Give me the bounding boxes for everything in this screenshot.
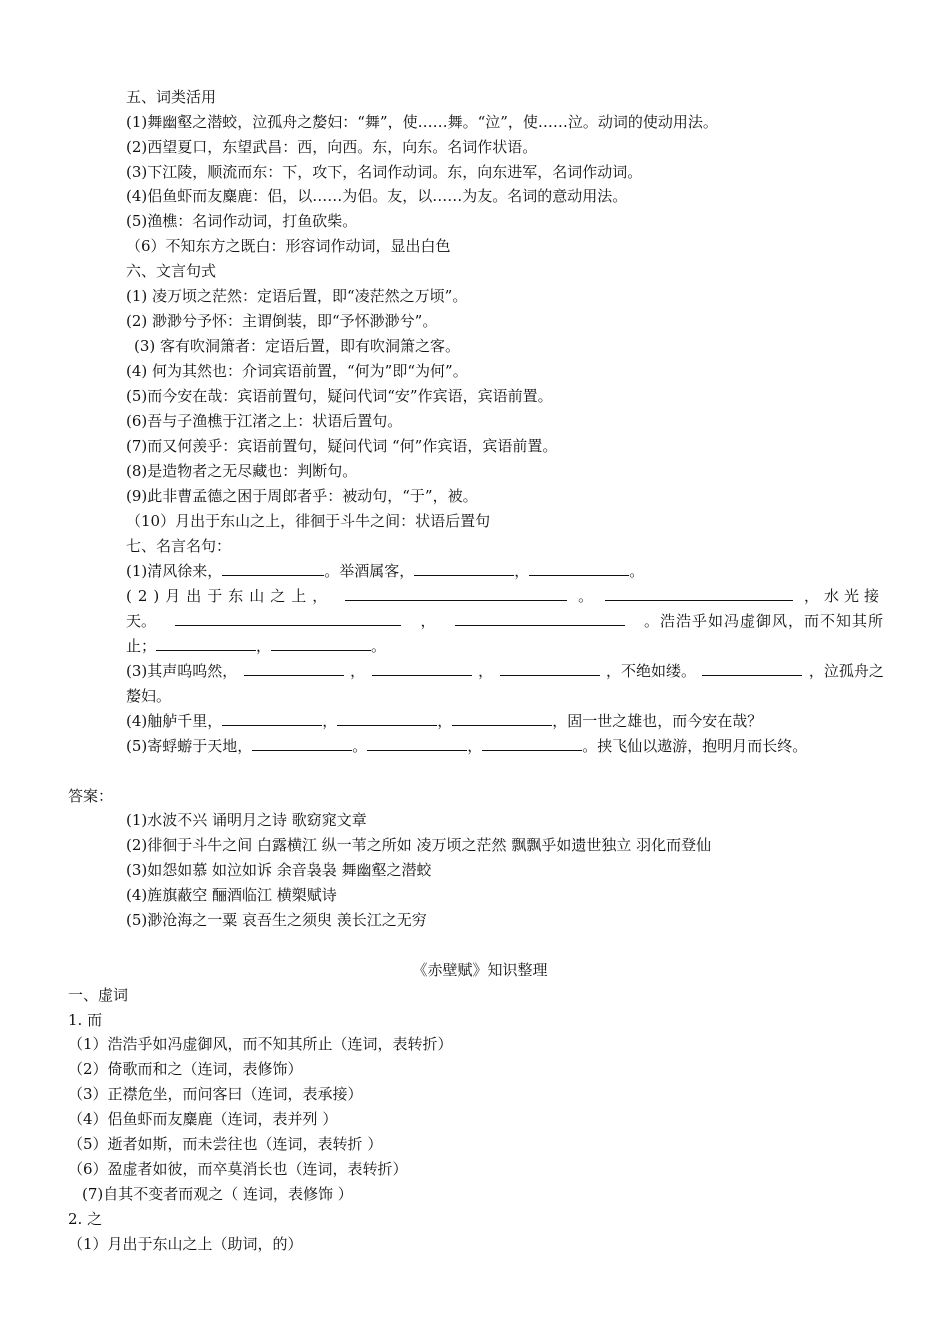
quote-text: (2)月出于东山之上， [126,587,334,605]
er-item: （4）侣鱼虾而友麋鹿（连词，表并列 ） [68,1110,338,1128]
quote-text: 。 [629,562,645,580]
s6-item: (4) 何为其然也：介词宾语前置，“何为”即“为何”。 [126,362,468,380]
er-item: （2）倚歌而和之（连词，表修饰） [68,1060,303,1078]
quote-text: (1)清风徐来， [126,562,223,580]
s6-item: （10）月出于东山之上，徘徊于斗牛之间：状语后置句 [126,512,491,530]
quote-text: ，水光接 [803,587,884,605]
answer-item: (1)水波不兴 诵明月之诗 歌窈窕文章 [126,811,367,829]
fill-blank[interactable] [605,586,793,601]
quote-text: 。 [578,587,594,605]
s6-item: (3) 客有吹洞箫者：定语后置，即有吹洞箫之客。 [134,337,461,355]
s6-item: (9)此非曹孟德之困于周郎者乎：被动句，“于”，被。 [126,487,478,505]
quote-text: 。浩浩乎如冯虚御风，而不知其所 [643,612,884,630]
fill-blank[interactable] [452,711,552,726]
s6-item: (2) 渺渺兮予怀：主谓倒装，即“予怀渺渺兮”。 [126,312,438,330]
answer-item: (5)渺沧海之一粟 哀吾生之须臾 羡长江之无穷 [126,911,427,929]
quote-text: ， [514,562,530,580]
quote-3-line-1 [126,661,884,681]
quote-text: (5)寄蜉蝣于天地， [126,737,253,755]
quote-2-line-3 [126,636,386,656]
er-item: （3）正襟危坐，而问客曰（连词，表承接） [68,1085,363,1103]
er-item: （6）盈虚者如彼，而卒莫消长也（连词，表转折） [68,1160,408,1178]
fill-blank[interactable] [175,611,401,626]
er-item: （5）逝者如斯，而未尝往也（连词，表转折 ） [68,1135,383,1153]
fill-blank[interactable] [222,561,324,576]
fill-blank[interactable] [271,636,371,651]
s5-item: (1)舞幽壑之潜蛟，泣孤舟之嫠妇：“舞”，使……舞。“泣”，使……泣。动词的使动用法。 [126,113,718,131]
s6-item: (8)是造物者之无尽藏也：判断句。 [126,462,358,480]
quote-text: 。 [371,637,387,655]
quote-text: ， [437,712,453,730]
quote-5 [126,736,807,756]
fill-blank[interactable] [372,661,472,676]
fill-blank[interactable] [345,586,567,601]
quote-3-line-2: 嫠妇。 [126,687,172,705]
quote-2-line-1 [126,586,884,606]
quote-text: 。 [352,737,368,755]
section-7-heading: 七、名言名句： [126,537,232,555]
er-item: （1）浩浩乎如冯虚御风，而不知其所止（连词，表转折） [68,1035,453,1053]
fill-blank[interactable] [414,561,514,576]
quote-text: ， [420,612,436,630]
quote-text: 天。 [126,612,157,630]
fill-blank[interactable] [156,636,256,651]
quote-text: ，泣孤舟之 [808,662,884,680]
s5-item: (5)渔樵：名词作动词，打鱼砍柴。 [126,212,358,230]
section-6-heading: 六、文言句式 [126,262,217,280]
fill-blank[interactable] [367,736,467,751]
quote-text: ， [350,662,366,680]
s5-item: (3)下江陵，顺流而东：下，攻下，名词作动词。东，向东进军，名词作动词。 [126,163,643,181]
answers-label: 答案： [68,787,114,805]
fill-blank[interactable] [222,711,322,726]
quote-text: ，固一世之雄也，而今安在哉？ [552,712,763,730]
quote-1 [126,561,644,581]
quote-text: 止； [126,637,157,655]
fill-blank[interactable] [529,561,629,576]
answer-item: (4)旌旗蔽空 酾酒临江 横槊赋诗 [126,886,337,904]
fill-blank[interactable] [252,736,352,751]
quote-text: 。挟飞仙以遨游，抱明月而长终。 [582,737,808,755]
er-item: (7)自其不变者而观之（ 连词，表修饰 ） [82,1185,353,1203]
s6-item: (6)吾与子渔樵于江渚之上：状语后置句。 [126,412,403,430]
s6-item: (7)而又何羡乎：宾语前置句，疑问代词 “何”作宾语，宾语前置。 [126,437,558,455]
quote-text: ， [478,662,494,680]
answer-item: (2)徘徊于斗牛之间 白露横江 纵一苇之所如 凌万顷之茫然 飘飘乎如遗世独立 羽化而登仙 [126,836,712,854]
s5-item: (2)西望夏口，东望武昌：西，向西。东，向东。名词作状语。 [126,138,538,156]
quote-text: ， [256,637,272,655]
quote-text: (4)舳舻千里， [126,712,223,730]
fill-blank[interactable] [702,661,802,676]
fill-blank[interactable] [482,736,582,751]
s5-item: （6）不知东方之既白：形容词作动词，显出白色 [126,237,451,255]
summary-title: 《赤壁赋》知识整理 [412,961,548,979]
answer-item: (3)如怨如慕 如泣如诉 余音袅袅 舞幽壑之潜蛟 [126,861,432,879]
summary-subheading: 1. 而 [68,1011,103,1029]
s5-item: (4)侣鱼虾而友麋鹿：侣，以……为侣。友，以……为友。名词的意动用法。 [126,187,628,205]
fill-blank[interactable] [337,711,437,726]
quote-text: ， [322,712,338,730]
quote-text: 。举酒属客， [324,562,415,580]
s6-item: (1) 凌万顷之茫然：定语后置，即“凌茫然之万顷”。 [126,287,468,305]
quote-text: ， [467,737,483,755]
summary-heading: 一、虚词 [68,986,129,1004]
section-5-heading: 五、词类活用 [126,88,217,106]
quote-text: (3)其声呜呜然， [126,662,238,680]
quote-text: ，不绝如缕。 [606,662,697,680]
fill-blank[interactable] [244,661,344,676]
s6-item: (5)而今安在哉：宾语前置句，疑问代词“安”作宾语，宾语前置。 [126,387,553,405]
fill-blank[interactable] [500,661,600,676]
quote-2-line-2 [126,611,884,631]
summary-subheading: 2. 之 [68,1210,103,1228]
quote-4 [126,711,762,731]
fill-blank[interactable] [455,611,625,626]
zhi-item: （1）月出于东山之上（助词，的） [68,1235,303,1253]
